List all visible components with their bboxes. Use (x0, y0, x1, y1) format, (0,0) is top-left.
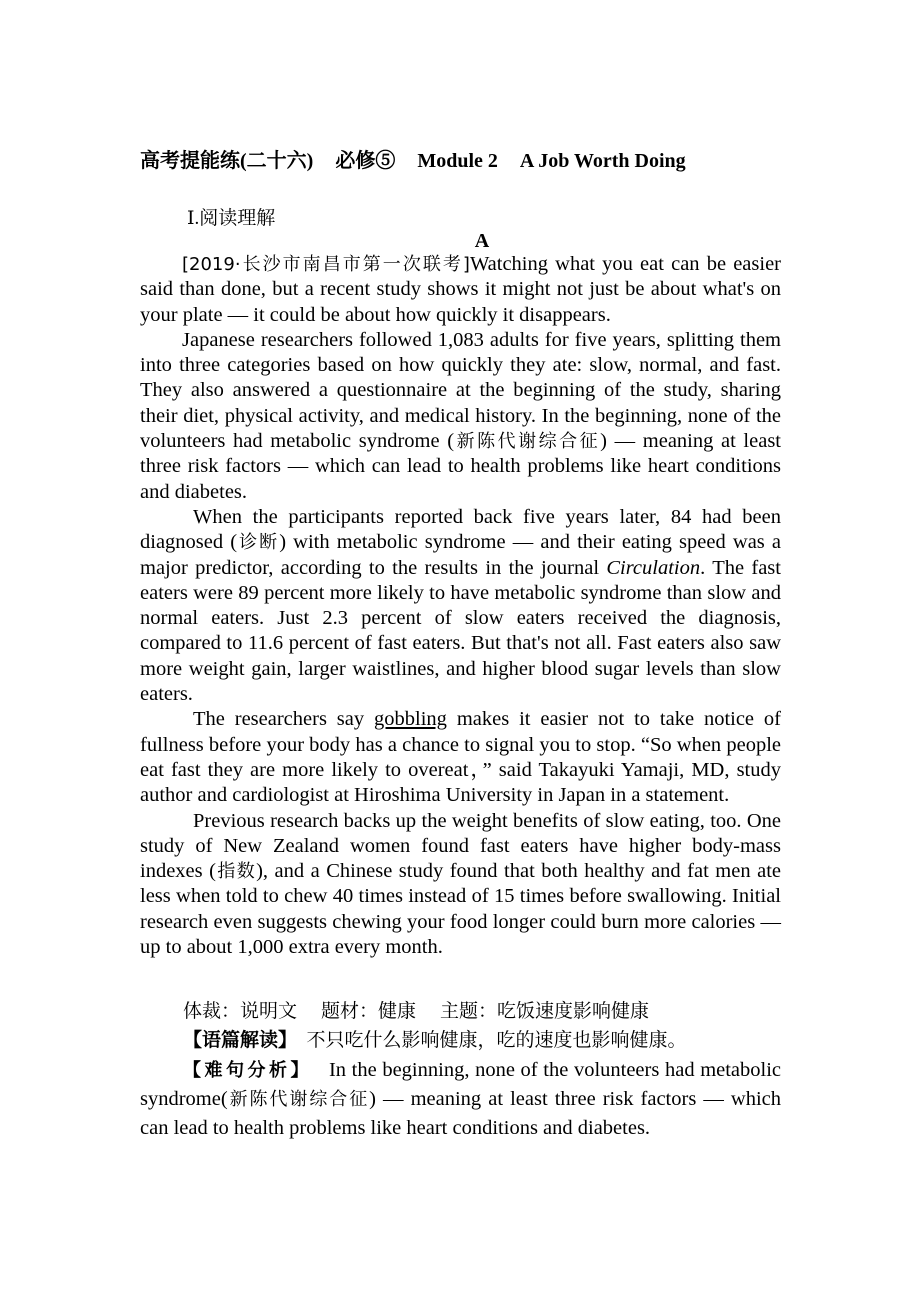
title-book: 必修⑤ (335, 150, 396, 172)
paragraph-2: Japanese researchers followed 1,083 adults for five years, splitting them into three categories based on how quickly they ate: slow, normal, and fast. They also answered a questionnaire at the beginning of the study, sharing their diet, physical activity, and medical history. In the beginning, none of the volunteers had metabolic syndrome (新陈代谢综合征) — meaning at least three risk factors — which can lead to health problems like heart conditions and diabetes. (140, 328, 782, 503)
passage-letter: A (474, 230, 490, 252)
difficult-sentence-label: 【难句分析】 (183, 1060, 313, 1081)
paragraph-5: Previous research backs up the weight benefits of slow eating, too. One study of New Zealand women found fast eaters have higher body-mass indexes (指数), and a Chinese study found that both healthy and fat men ate less when told to chew 40 times instead of 15 times before swallowing. Initial research even suggests chewing your food longer could burn more calories — up to about 1,000 extra every month. (140, 809, 781, 959)
passage-info (140, 996, 824, 1023)
passage-source: [2019·长沙市南昌市第一次联考] (182, 254, 470, 275)
difficult-sentence: 【难句分析】 In the beginning, none of the volunteers had metabolic syndrome(新陈代谢综合征) — meaning at least three risk factors — which can lead to health problems like heart conditions and diabetes. (140, 1059, 782, 1139)
reading-analysis-text: 不只吃什么影响健康，吃的速度也影响健康。 (306, 1030, 687, 1051)
passage-body (140, 252, 781, 960)
underlined-word: gobbling (374, 708, 447, 731)
reading-analysis (140, 1025, 824, 1052)
section-heading: Ⅰ.阅读理解 (187, 208, 276, 229)
paragraph-4: The researchers say gobbling makes it easier not to take notice of fullness before your body has a chance to signal you to stop. “So when people eat fast they are more likely to overeat，” said Takayuki Yamaji, MD, study author and cardiologist at Hiroshima University in Japan in a statement. (140, 708, 781, 807)
paragraph-3: When the participants reported back five years later, 84 had been diagnosed (诊断) with metabolic syndrome — and their eating speed was a major predictor, according to the results in the journal Circulation. The fast eaters were 89 percent more likely to have metabolic syndrome than slow and normal eaters. Just 2.3 percent of slow eaters received the diagnosis, compared to 11.6 percent of fast eaters. But that's not all. Fast eaters also saw more weight gain, larger waistlines, and higher blood sugar levels than slow eaters. (140, 505, 782, 706)
title-topic: A Job Worth Doing (519, 150, 686, 172)
topic-label: 主题：吃饭速度影响健康 (440, 1001, 650, 1022)
reading-analysis-label: 【语篇解读】 (183, 1030, 298, 1051)
genre-label: 体裁：说明文 (183, 1001, 298, 1022)
journal-name: Circulation (606, 556, 701, 579)
page-title (140, 144, 840, 173)
theme-label: 题材：健康 (321, 1001, 417, 1022)
paragraph-1: [2019·长沙市南昌市第一次联考]Watching what you eat can be easier said than done, but a recent study shows it might not just be about what's on your plate — it could be about how quickly it disappears. (140, 253, 781, 326)
title-module: Module 2 (417, 150, 498, 172)
title-cn: 高考提能练(二十六) (140, 150, 314, 172)
